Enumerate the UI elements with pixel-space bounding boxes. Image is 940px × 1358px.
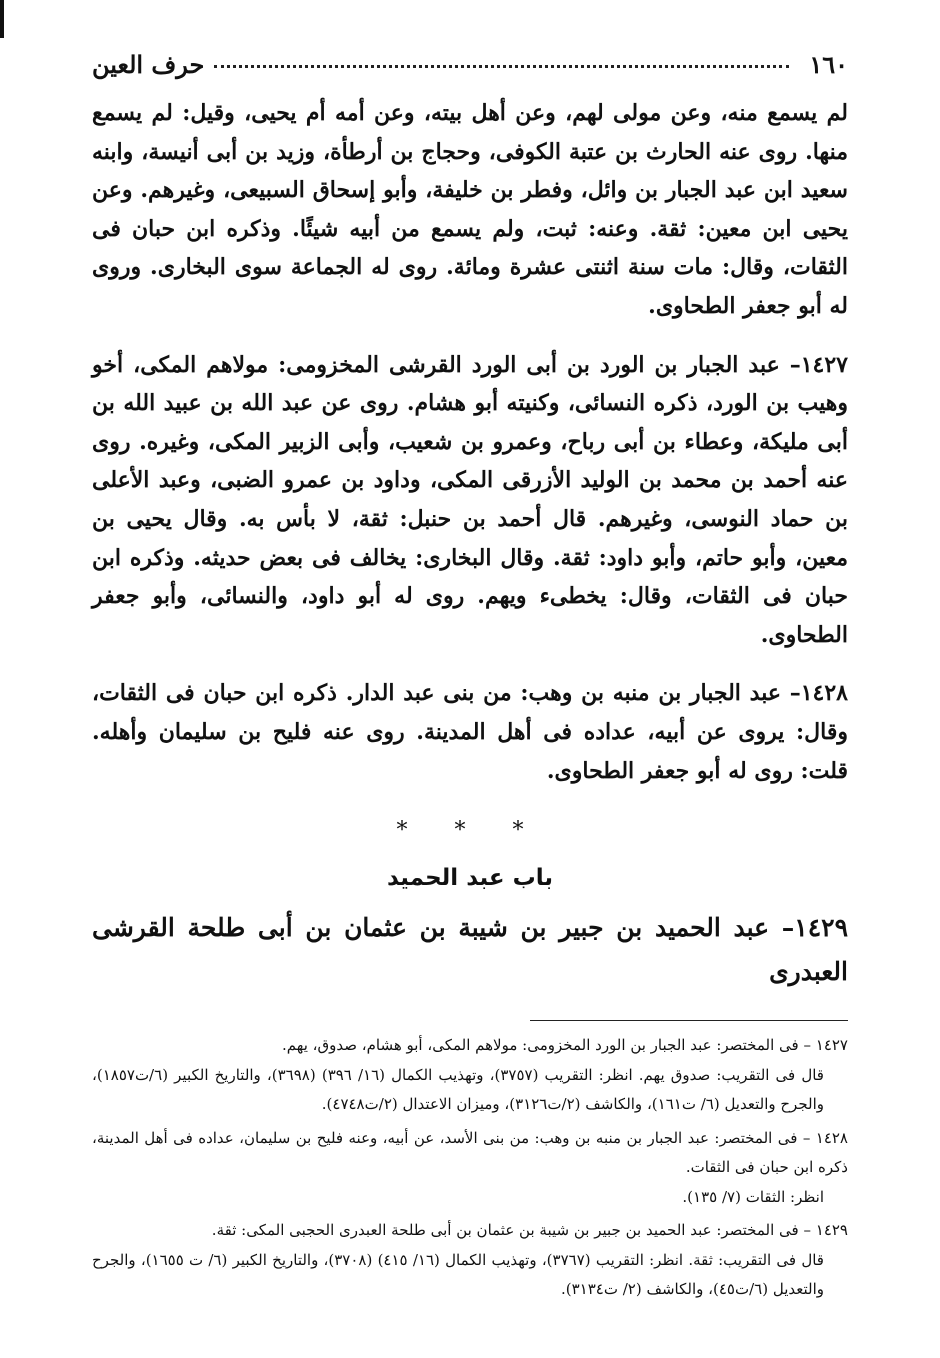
footnote-separator xyxy=(530,1020,848,1021)
footnote-1429: ١٤٢٩ – فى المختصر: عبد الحميد بن جبير بن شيبة بن عثمان بن أبى طلحة العبدرى الحجبى المكى: ثقة. xyxy=(211,1221,848,1240)
entry-1429: ١٤٢٩– عبد الحميد بن جبير بن شيبة بن عثمان بن أبى طلحة القرشى العبدرى xyxy=(92,913,848,987)
paragraph-continuation: لم يسمع منه، وعن مولى لهم، وعن أهل بيته، وعن أمه أم يحيى، وقيل: لم يسمع منها. روى عنه الحارث بن عتبة الكوفى، وحجاج بن أرطأة، وزيد بن أبى أنيسة، وابنه سعيد ابن عبد الجبار بن وائل، وفطر بن خليفة، وأبو إسحاق السبيعى، وغيرهم. وعن يحيى ابن معين: ثقة. وعنه: ثبت، ولم يسمع من أبيه شيئًا. وذكره ابن حبان فى الثقات، وقال: مات سنة اثنتى عشرة ومائة. روى له الجماعة سوى البخارى. وروى له أبو جعفر الطحاوى. xyxy=(92,100,848,319)
entry-1428: ١٤٢٨– عبد الجبار بن منبه بن وهب: من بنى عبد الدار. ذكره ابن حبان فى الثقات، وقال: يروى عن أبيه، عداده فى أهل المدينة. روى عنه فليح بن سليمان وأهله. قلت: روى له أبو جعفر الطحاوى. xyxy=(92,680,848,784)
header-dotted-leader xyxy=(214,65,789,68)
section-heading: باب عبد الحميد xyxy=(387,865,553,892)
footnote-1428-refs: انظر: الثقات (٧/ ١٣٥). xyxy=(682,1187,824,1206)
footnote-1428: ١٤٢٨ – فى المختصر: عبد الجبار بن منبه بن وهب: من بنى الأسد، عن أبيه، وعنه فليح بن سليمان، عداده فى أهل المدينة، ذكره ابن حبان فى الثقات. xyxy=(92,1128,848,1177)
footnotes xyxy=(92,1031,848,1305)
footnote-1429-refs: قال فى التقريب: ثقة. انظر: التقريب (٣٧٦٧)، وتهذيب الكمال (١٦/ ٤١٥) (٣٧٠٨)، والتاريخ الكبير (٦/ ت ١٦٥٥)، والجرح والتعديل (٦/ت٤٥)، والكاشف (٢/ ت٣١٣٤). xyxy=(92,1250,824,1299)
running-title: حرف العين xyxy=(92,49,205,79)
section-divider-stars: * * * xyxy=(396,818,544,844)
footnote-1427: ١٤٢٧ – فى المختصر: عبد الجبار بن الورد المخزومى: مولاهم المكى، أبو هشام، صدوق، يهم. xyxy=(282,1036,848,1055)
page-number: ١٦٠ xyxy=(809,49,848,79)
entry-1427: ١٤٢٧– عبد الجبار بن الورد بن أبى الورد القرشى المخزومى: مولاهم المكى، أخو وهيب بن الورد، ذكره النسائى، وكنيته أبو هشام. روى عن عبد الله بن عبيد الله بن أبى مليكة، وعطاء بن أبى رباح، وعمرو بن شعيب، وأبى الزبير المكى، وغيره. روى عنه أحمد بن محمد بن الوليد الأزرقى المكى، وداود بن عمرو الضبى، وعبد الأعلى بن حماد النوسى، وغيرهم. قال أحمد بن حنبل: ثقة، لا بأس به. وقال يحيى بن معين، وأبو حاتم، وأبو داود: ثقة. وقال البخارى: يخالف فى بعض حديثه. وذكره ابن حبان فى الثقات، وقال: يخطىء ويهم. روى له أبو داود، والنسائى، وأبو جعفر الطحاوى. xyxy=(92,351,848,648)
page-header xyxy=(92,40,848,88)
main-text xyxy=(92,94,848,790)
page-edge-mark xyxy=(0,0,4,38)
book-page xyxy=(92,40,848,1305)
footnote-1427-refs: قال فى التقريب: صدوق يهم. انظر: التقريب (٣٧٥٧)، وتهذيب الكمال (١٦/ ٣٩٦) (٣٦٩٨)، والتاريخ الكبير (٦/ت١٨٥٧)، والجرح والتعديل (٦/ ت١٦١)، والكاشف (٢/ت٣١٢٦)، وميزان الاعتدال (٢/ت٤٧٤٨). xyxy=(92,1065,824,1114)
